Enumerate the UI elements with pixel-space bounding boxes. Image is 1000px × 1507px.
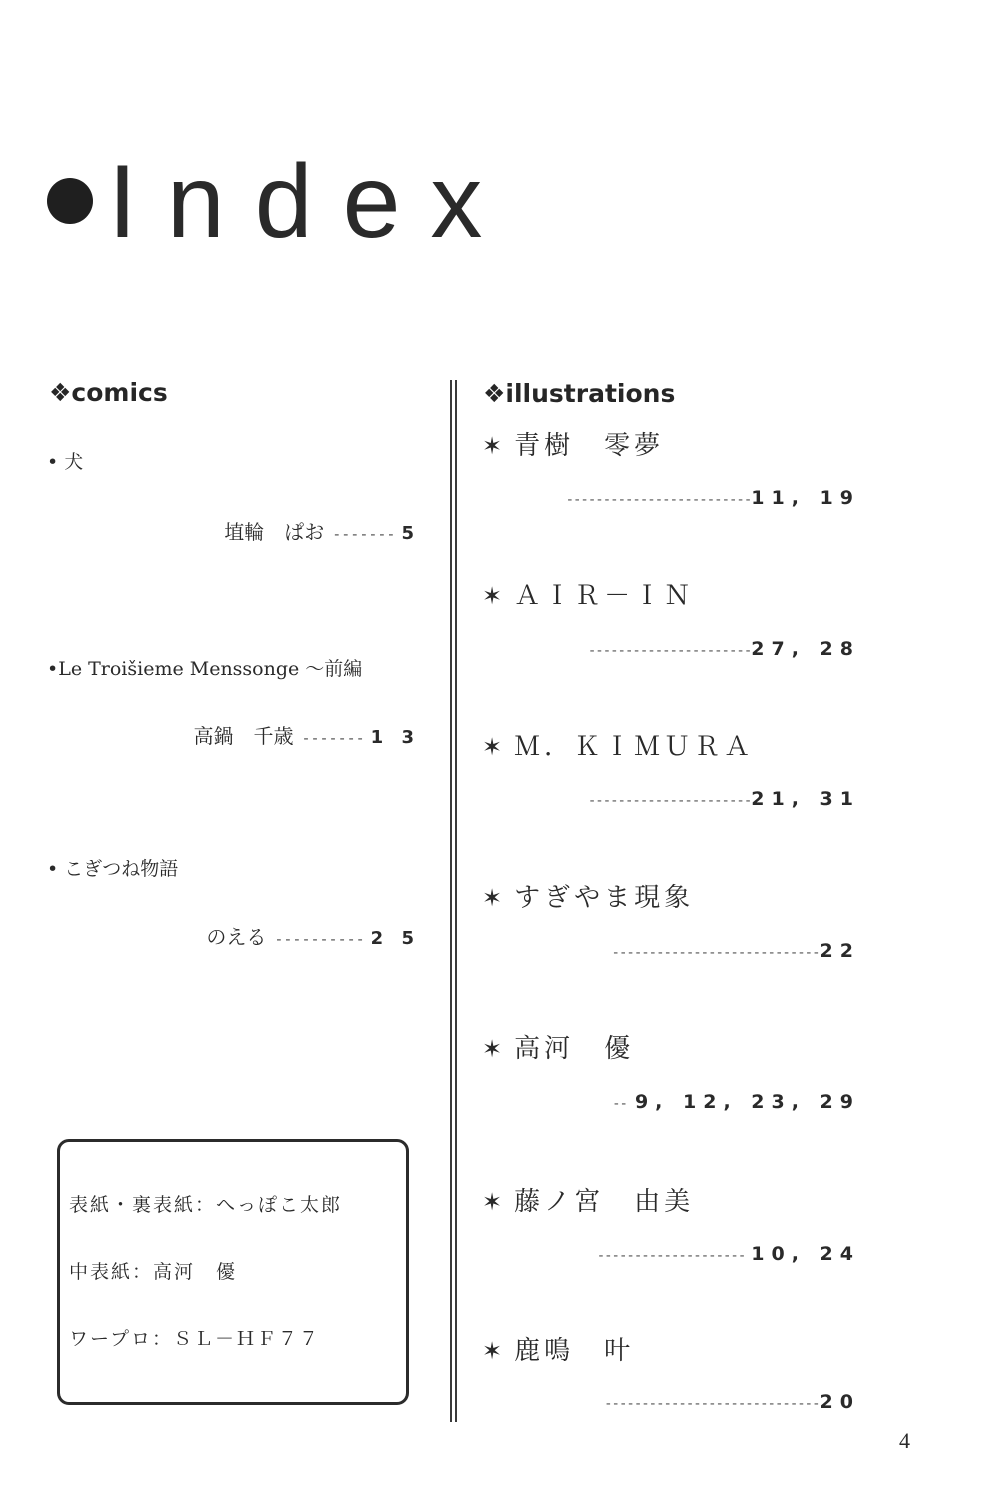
leader-dots: -------------------------: [565, 492, 752, 508]
star-icon: ✶: [482, 884, 503, 912]
leader-dots: ----------------------: [587, 643, 752, 659]
leader-dots: -------: [332, 525, 396, 543]
illustrator-pages-2: [588, 640, 860, 659]
illustrator-name: 藤ノ宮 由美: [514, 1187, 695, 1217]
star-icon: ✶: [482, 582, 503, 610]
credit-line-cover: 表紙・裏表紙：へっぽこ太郎: [69, 1194, 343, 1216]
illustrator-name: ＡＩＲ－ＩＮ: [514, 581, 695, 611]
page-title: Index: [108, 144, 513, 260]
illustrator-2: [482, 583, 694, 609]
illustrator-3: [482, 734, 754, 760]
page-ref: 2 5: [370, 928, 420, 949]
comic-author: 高鍋 千歳: [193, 724, 294, 748]
illustrator-pages-6: [597, 1245, 860, 1264]
illustrator-pages-3: [588, 790, 860, 809]
illustrator-name: Ｍ．ＫＩＭＵＲＡ: [514, 732, 755, 762]
illustrator-pages-7: [604, 1393, 860, 1412]
illustrations-heading: ❖illustrations: [483, 379, 676, 408]
leader-dots: ----------------------------: [611, 945, 820, 961]
illustrator-1: [482, 433, 664, 459]
title-bullet-icon: [47, 178, 93, 224]
page-ref: 11, 19: [751, 487, 860, 509]
illustrator-pages-1: [566, 489, 860, 508]
leader-dots: --------------------: [596, 1248, 746, 1264]
star-icon: ✶: [482, 432, 503, 460]
leader-dots: -------: [301, 729, 365, 747]
illustrator-name: 高河 優: [514, 1034, 635, 1064]
star-icon: ✶: [482, 1035, 503, 1063]
star-icon: ✶: [482, 733, 503, 761]
illustrator-pages-5: [612, 1093, 860, 1112]
column-divider: [450, 380, 452, 1422]
page-ref: 9, 12, 23, 29: [634, 1091, 860, 1113]
star-icon: ✶: [482, 1188, 503, 1216]
comic-author: 埴輪 ぱお: [224, 520, 325, 544]
comics-heading: ❖comics: [49, 378, 168, 407]
illustrator-pages-4: [612, 942, 860, 961]
page-ref: 21, 31: [751, 788, 860, 810]
star-icon: ✶: [482, 1337, 503, 1365]
comic-title-2: •Le Troišieme Menssonge ～前編: [47, 658, 363, 680]
illustrator-6: [482, 1189, 694, 1215]
page-ref: 20: [819, 1391, 860, 1413]
credit-line-wordpro: ワープロ：ＳＬ－ＨＦ７７: [69, 1328, 321, 1350]
page-ref: 5: [401, 523, 420, 544]
illustrator-name: すぎやま現象: [514, 883, 695, 913]
page-ref: 1 3: [370, 727, 420, 748]
comic-title-1: • 犬: [47, 451, 84, 473]
illustrator-5: [482, 1036, 634, 1062]
illustrator-7: [482, 1338, 634, 1364]
comic-author: のえる: [206, 925, 267, 949]
comic-title-3: • こぎつね物語: [47, 858, 179, 880]
comic-credit-2: [193, 726, 420, 747]
comic-credit-1: [224, 522, 420, 543]
credit-line-inner-cover: 中表紙：高河 優: [69, 1261, 238, 1283]
page-ref: 27, 28: [751, 638, 860, 660]
leader-dots: ----------------------: [587, 793, 752, 809]
leader-dots: -----------------------------: [604, 1396, 820, 1412]
page-number: 4: [899, 1428, 910, 1453]
comic-credit-3: [206, 927, 420, 948]
leader-dots: ----------: [274, 930, 365, 948]
page-ref: 10, 24: [751, 1243, 860, 1265]
page-ref: 22: [819, 940, 860, 962]
illustrator-name: 鹿鳴 叶: [514, 1336, 635, 1366]
illustrator-name: 青樹 零夢: [514, 431, 665, 461]
illustrator-4: [482, 885, 694, 911]
leader-dots: --: [612, 1096, 627, 1112]
